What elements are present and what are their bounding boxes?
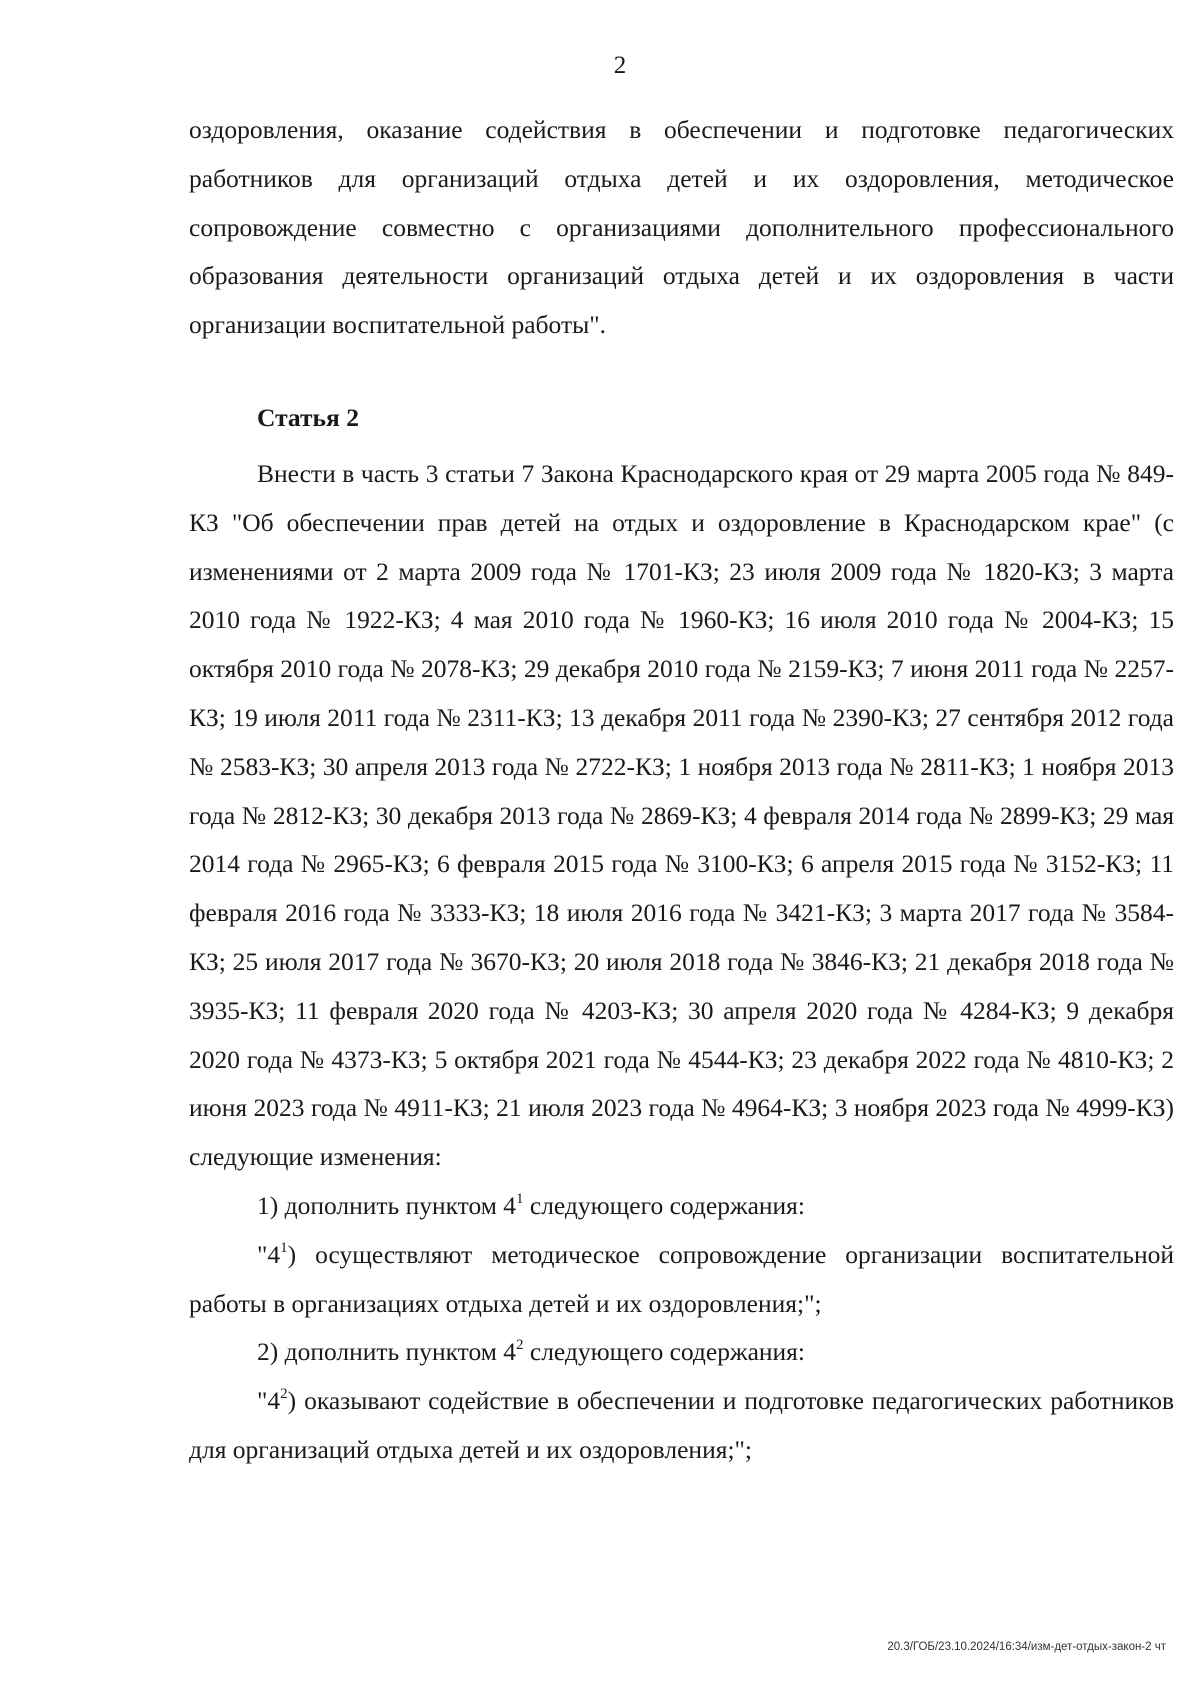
footer-document-code: 20.3/ГОБ/23.10.2024/16:34/изм-дет-отдых-закон-2 чт (887, 1641, 1166, 1653)
article-heading: Статья 2 (257, 403, 359, 432)
item-2-quote (189, 1377, 1174, 1475)
item-1-quote-superscript: 1 (280, 1239, 288, 1256)
item-1-intro-superscript: 1 (516, 1190, 524, 1207)
item-1-intro (189, 1182, 1174, 1231)
item-1-quote-text: ) осуществляют методическое сопровождение организации воспитательной работы в организациях отдыха детей и их оздоровления;"; (189, 1239, 1174, 1318)
item-1-quote-open: "4 (257, 1239, 281, 1269)
article-body-paragraph: Внести в часть 3 статьи 7 Закона Краснодарского края от 29 марта 2005 года № 849-КЗ "Об обеспечении прав детей на отдых и оздоровление в Краснодарском крае" (с изменениями от 2 марта 2009 года № 1701-КЗ; 23 июля 2009 года № 1820-КЗ; 3 марта 2010 года № 1922-КЗ; 4 мая 2010 года № 1960-КЗ; 16 июля 2010 года № 2004-КЗ; 15 октября 2010 года № 2078-КЗ; 29 декабря 2010 года № 2159-КЗ; 7 июня 2011 года № 2257-КЗ; 19 июля 2011 года № 2311-КЗ; 13 декабря 2011 года № 2390-КЗ; 27 сентября 2012 года № 2583-КЗ; 30 апреля 2013 года № 2722-КЗ; 1 ноября 2013 года № 2811-КЗ; 1 ноября 2013 года № 2812-КЗ; 30 декабря 2013 года № 2869-КЗ; 4 февраля 2014 года № 2899-КЗ; 29 мая 2014 года № 2965-КЗ; 6 февраля 2015 года № 3100-КЗ; 6 апреля 2015 года № 3152-КЗ; 11 февраля 2016 года № 3333-КЗ; 18 июля 2016 года № 3421-КЗ; 3 марта 2017 года № 3584-КЗ; 25 июля 2017 года № 3670-КЗ; 20 июля 2018 года № 3846-КЗ; 21 декабря 2018 года № 3935-КЗ; 11 февраля 2020 года № 4203-КЗ; 30 апреля 2020 года № 4284-КЗ; 9 декабря 2020 года № 4373-КЗ; 5 октября 2021 года № 4544-КЗ; 23 декабря 2022 года № 4810-КЗ; 2 июня 2023 года № 4911-КЗ; 21 июля 2023 года № 4964-КЗ; 3 ноября 2023 года № 4999-КЗ) следующие изменения: (189, 459, 1174, 1172)
item-2-quote-open: "4 (257, 1386, 281, 1416)
intro-paragraph: оздоровления, оказание содействия в обеспечении и подготовке педагогических работников для организаций отдыха детей и их оздоровления, методическое сопровождение совместно с организациями дополнительного профессионального образования деятельности организаций отдыха детей и их оздоровления в части организации воспитательной работы". (189, 115, 1174, 340)
item-2-intro-superscript: 2 (516, 1337, 524, 1354)
item-2-intro-before: 2) дополнить пунктом 4 (257, 1337, 516, 1367)
item-1-intro-after: следующего содержания: (523, 1190, 805, 1220)
intro-block (189, 106, 1174, 350)
item-1-intro-before: 1) дополнить пунктом 4 (257, 1190, 516, 1220)
item-1-quote (189, 1231, 1174, 1329)
page-number: 2 (613, 52, 627, 79)
item-2-intro-after: следующего содержания: (523, 1337, 805, 1367)
item-2-quote-text: ) оказывают содействие в обеспечении и подготовке педагогических работников для организаций отдыха детей и их оздоровления;"; (189, 1386, 1174, 1464)
item-2-quote-superscript: 2 (280, 1386, 288, 1403)
item-2-intro (189, 1328, 1174, 1377)
article-body-block (189, 450, 1174, 1475)
